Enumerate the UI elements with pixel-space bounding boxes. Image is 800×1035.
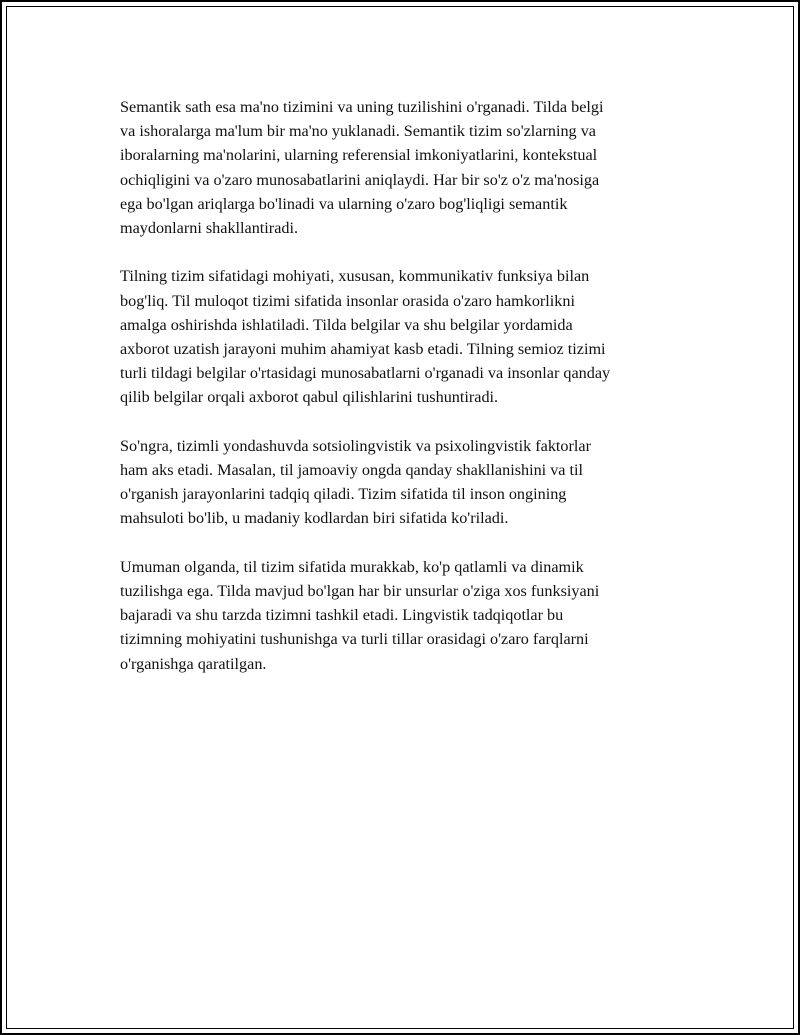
paragraph-2 — [120, 264, 690, 409]
text-line: va ishoralarga ma'lum bir ma'no yuklanadi. Semantik tizim so'zlarning va — [120, 122, 596, 141]
text-line: ochiqligini va o'zaro munosabatlarini aniqlaydi. Har bir so'z o'z ma'nosiga — [120, 170, 600, 189]
text-line: bajaradi va shu tarzda tizimni tashkil etadi. Lingvistik tadqiqotlar bu — [120, 606, 564, 625]
text-line: Umuman olganda, til tizim sifatida murakkab, ko'p qatlamli va dinamik — [120, 557, 584, 576]
document-body — [120, 95, 690, 700]
text-line: iboralarning ma'nolarini, ularning referensial imkoniyatlarini, kontekstual — [120, 146, 598, 165]
text-line: tuzilishga ega. Tilda mavjud bo'lgan har bir unsurlar o'ziga xos funksiyani — [120, 582, 600, 601]
text-line: o'rganish jarayonlarini tadqiq qiladi. Tizim sifatida til inson ongining — [120, 485, 567, 504]
text-line: maydonlarni shakllantiradi. — [120, 219, 299, 238]
text-line: ham aks etadi. Masalan, til jamoaviy ongda qanday shakllanishini va til — [120, 461, 584, 480]
text-line: bog'liq. Til muloqot tizimi sifatida insonlar orasida o'zaro hamkorlikni — [120, 291, 575, 310]
text-line: So'ngra, tizimli yondashuvda sotsiolingvistik va psixolingvistik faktorlar — [120, 436, 591, 455]
text-line: Tilning tizim sifatidagi mohiyati, xususan, kommunikativ funksiya bilan — [120, 267, 590, 286]
text-line: amalga oshirishda ishlatiladi. Tilda belgilar va shu belgilar yordamida — [120, 315, 573, 334]
text-line: mahsuloti bo'lib, u madaniy kodlardan biri sifatida ko'riladi. — [120, 509, 509, 528]
paragraph-4 — [120, 555, 690, 676]
text-line: ega bo'lgan ariqlarga bo'linadi va ularning o'zaro bog'liqligi semantik — [120, 194, 568, 213]
text-line: qilib belgilar orqali axborot qabul qilishlarini tushuntiradi. — [120, 388, 499, 407]
text-line: turli tildagi belgilar o'rtasidagi munosabatlarni o'rganadi va insonlar qanday — [120, 364, 611, 383]
text-line: o'rganishga qaratilgan. — [120, 654, 267, 673]
text-line: Semantik sath esa ma'no tizimini va uning tuzilishini o'rganadi. Tilda belgi — [120, 98, 604, 116]
paragraph-3 — [120, 434, 690, 531]
text-line: tizimning mohiyatini tushunishga va turli tillar orasidagi o'zaro farqlarni — [120, 630, 589, 649]
paragraph-1 — [120, 95, 690, 240]
text-line: axborot uzatish jarayoni muhim ahamiyat kasb etadi. Tilning semioz tizimi — [120, 340, 606, 359]
